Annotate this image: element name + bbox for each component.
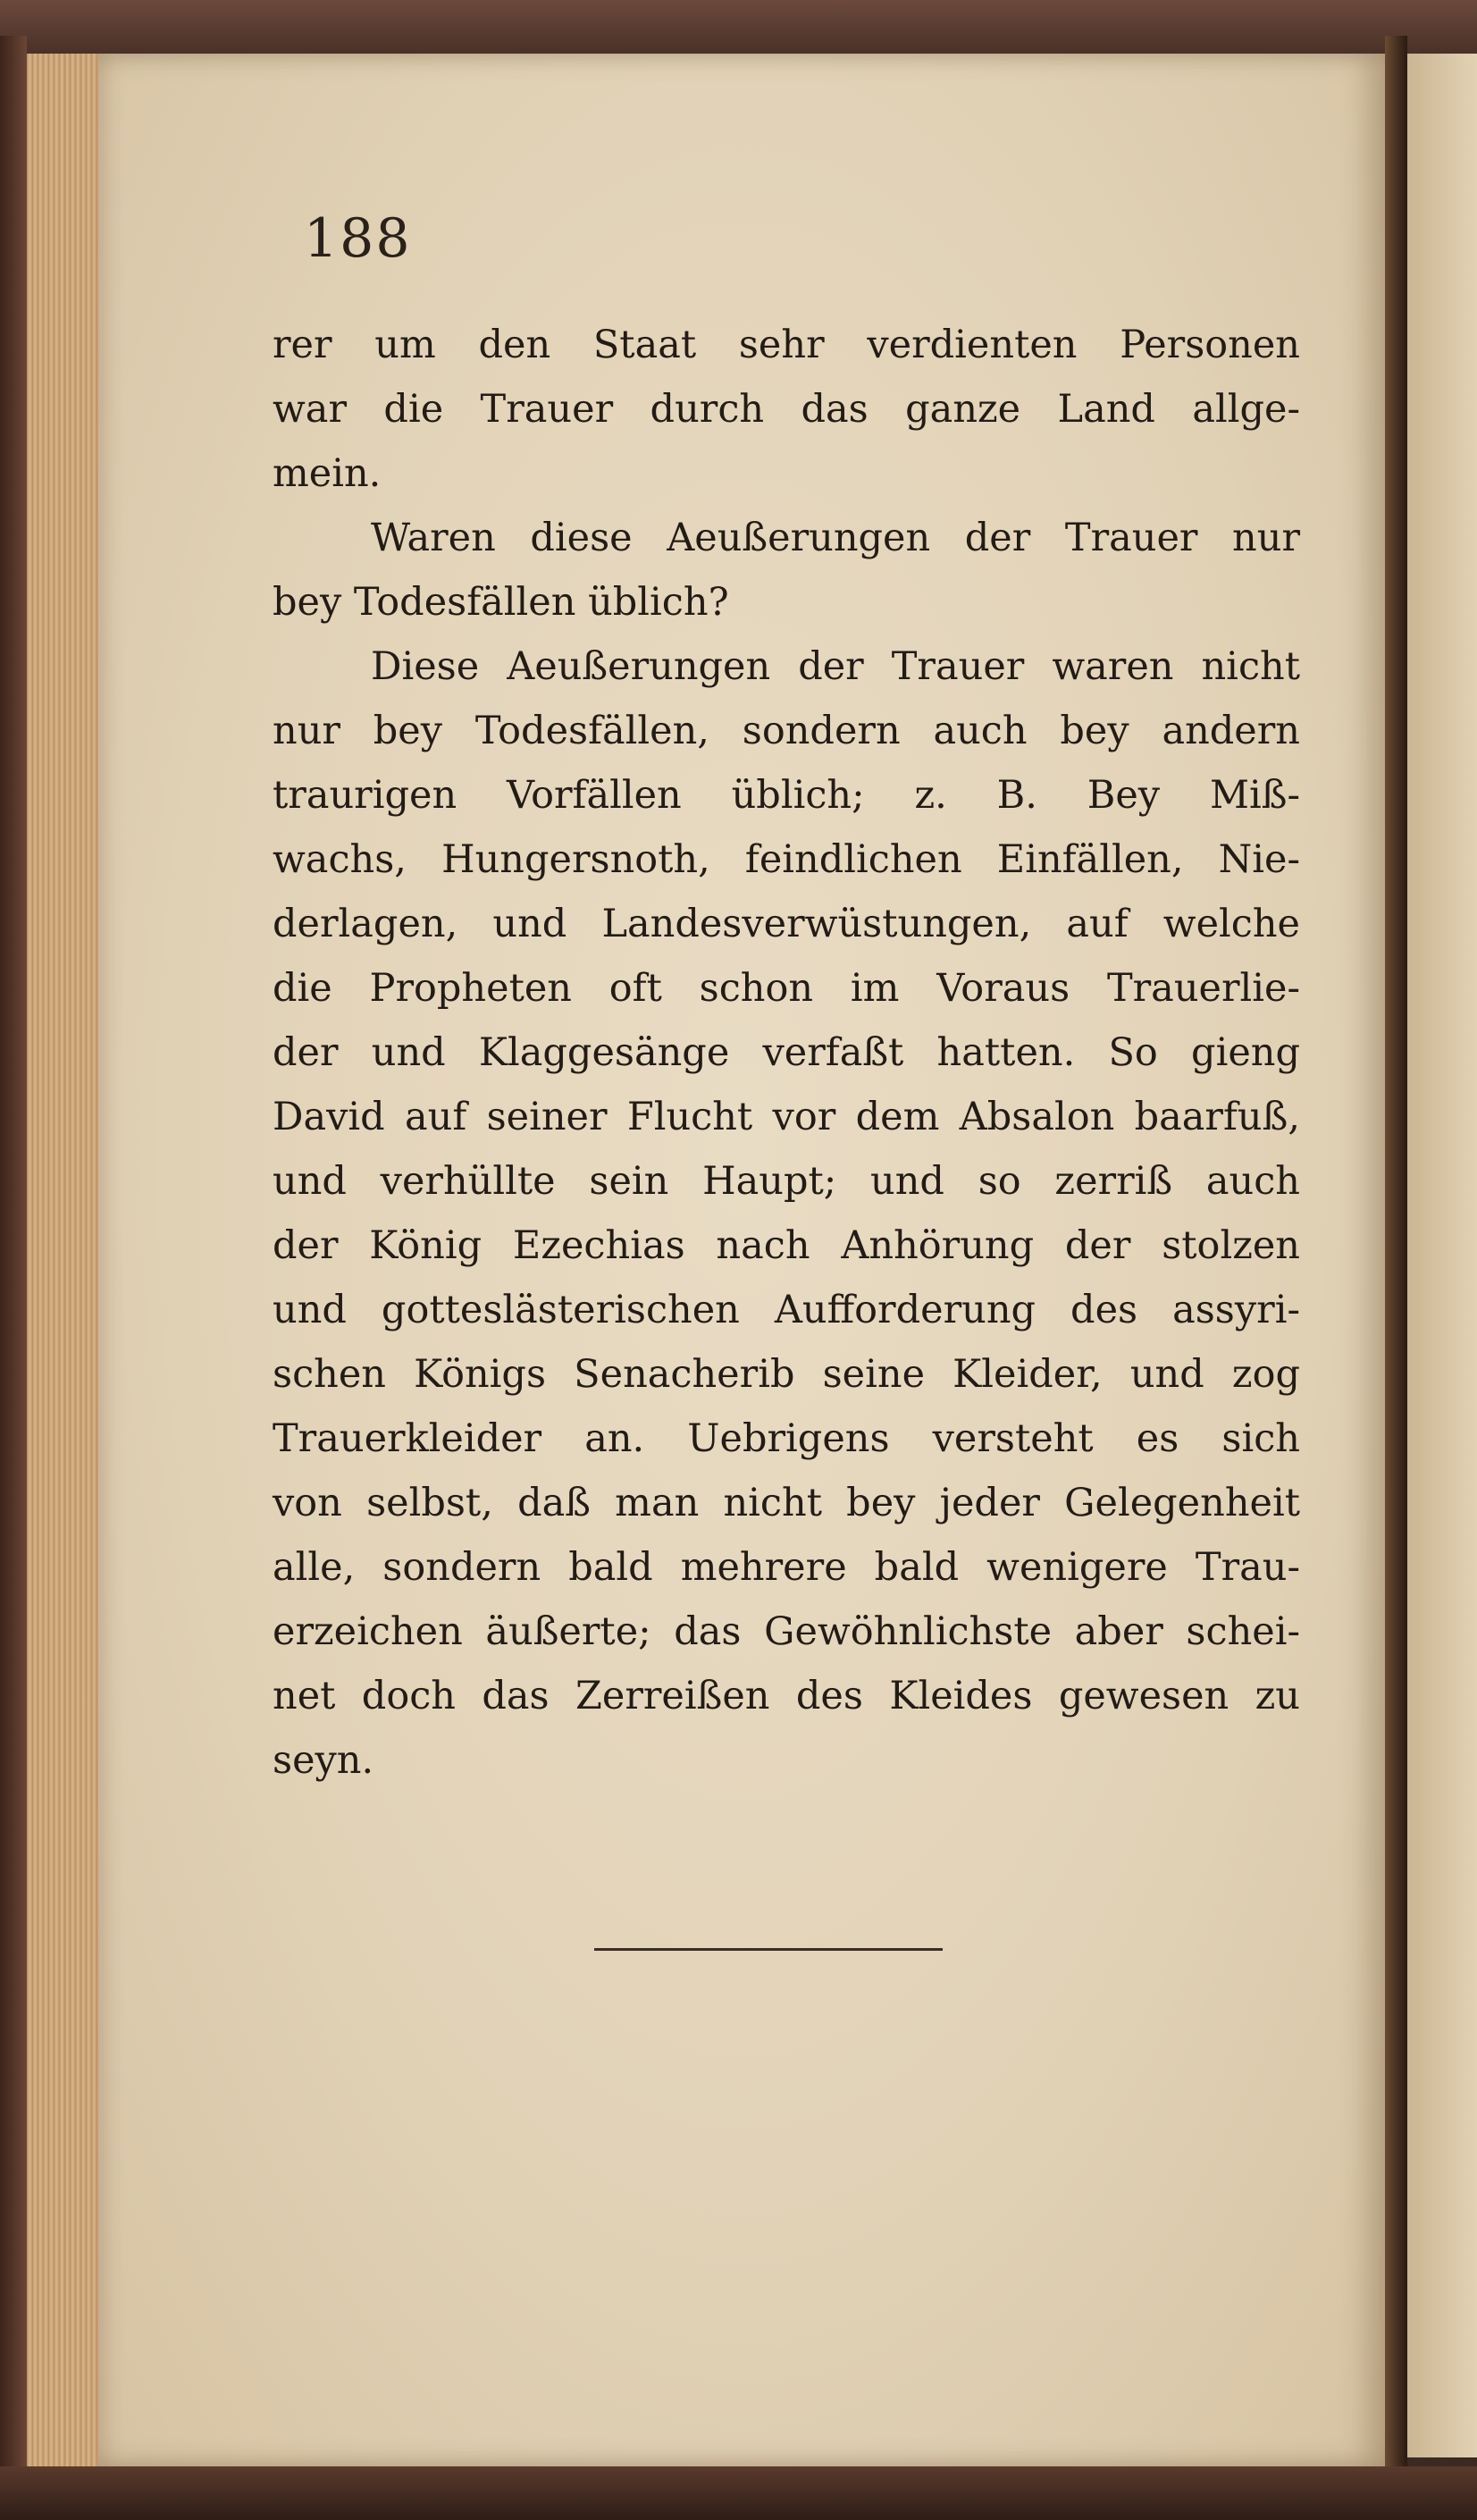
text-line: der König Ezechias nach Anhörung der stolzen (273, 1223, 1300, 1268)
text-line: die Propheten oft schon im Voraus Trauerlie- (273, 966, 1300, 1011)
text-line: traurigen Vorfällen üblich; z. B. Bey Miß- (273, 773, 1300, 818)
text-line: war die Trauer durch das ganze Land allge- (273, 387, 1300, 432)
text-line: wachs, Hungersnoth, feindlichen Einfällen, Nie- (273, 837, 1300, 882)
text-line: rer um den Staat sehr verdienten Personen (273, 323, 1300, 367)
facing-page-edge (1407, 54, 1477, 2457)
text-line: net doch das Zerreißen des Kleides gewesen zu (273, 1674, 1300, 1718)
book-bottom-edge (0, 2466, 1477, 2520)
text-line: mein. (273, 451, 382, 496)
text-line: und verhüllte sein Haupt; und so zerriß auch (273, 1159, 1300, 1204)
book-cover-left (0, 36, 27, 2520)
body-text (273, 313, 1300, 1793)
text-line: nur bey Todesfällen, sondern auch bey andern (273, 709, 1300, 753)
page-stack-edge (27, 54, 98, 2466)
text-line: Trauerkleider an. Uebrigens versteht es sich (273, 1416, 1300, 1461)
book-gutter (1385, 36, 1407, 2484)
text-line: erzeichen äußerte; das Gewöhnlichste aber schei- (273, 1609, 1300, 1654)
text-line: David auf seiner Flucht vor dem Absalon baarfuß, (273, 1095, 1300, 1139)
text-line: der und Klaggesänge verfaßt hatten. So gieng (273, 1030, 1300, 1075)
text-line: schen Königs Senacherib seine Kleider, und zog (273, 1352, 1300, 1397)
question-line: Waren diese Aeußerungen der Trauer nur (371, 516, 1300, 560)
question-line: bey Todesfällen üblich? (273, 580, 729, 625)
text-line: und gotteslästerischen Aufforderung des assyri- (273, 1288, 1300, 1332)
page-number: 188 (304, 207, 412, 270)
answer-line: Diese Aeußerungen der Trauer waren nicht (371, 644, 1300, 689)
text-line: alle, sondern bald mehrere bald wenigere Trau- (273, 1545, 1300, 1590)
text-line: seyn. (273, 1738, 374, 1783)
text-line: derlagen, und Landesverwüstungen, auf welche (273, 902, 1300, 946)
book-top-edge (0, 0, 1477, 54)
text-line: von selbst, daß man nicht bey jeder Gelegenheit (273, 1481, 1300, 1525)
section-divider (594, 1948, 943, 1951)
